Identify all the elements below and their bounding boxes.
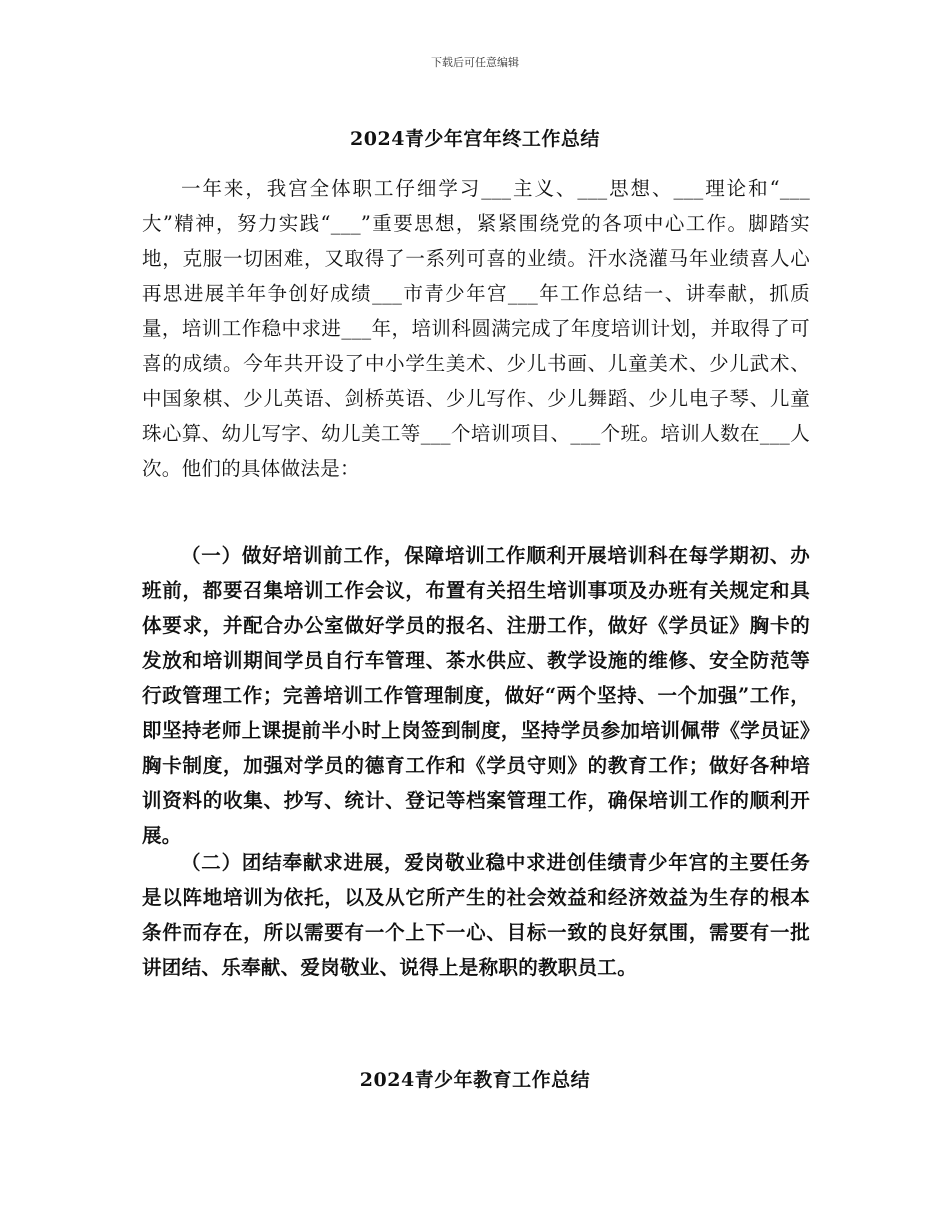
document-title: 2024青少年宫年终工作总结 xyxy=(350,128,600,150)
next-document-title: 2024青少年教育工作总结 xyxy=(359,1069,591,1091)
header-note: 下载后可任意编辑 xyxy=(431,56,519,69)
paragraph-section-one: （一）做好培训前工作，保障培训工作顺利开展培训科在每学期初、办班前，都要召集培训工作会议，布置有关招生培训事项及办班有关规定和具体要求，并配合办公室做好学员的报名、注册工作，做好《学员证》胸卡的发放和培训期间学员自行车管理、茶水供应、教学设施的维修、安全防范等行政管理工作；完善培训工作管理制度，做好“两个坚持、一个加强”工作，即坚持老师上课提前半小时上岗签到制度，坚持学员参加培训佩带《学员证》胸卡制度，加强对学员的德育工作和《学员守则》的教育工作；做好各种培训资料的收集、抄写、统计、登记等档案管理工作，确保培训工作的顺利开展。 xyxy=(142,544,810,847)
paragraph-section-two: （二）团结奉献求进展，爱岗敬业稳中求进创佳绩青少年宫的主要任务是以阵地培训为依托，以及从它所产生的社会效益和经济效益为生存的根本条件而存在，所以需要有一个上下一心、目标一致的良好氛围，需要有一批讲团结、乐奉献、爱岗敬业、说得上是称职的教职员工。 xyxy=(142,851,810,979)
paragraph-intro: 一年来，我宫全体职工仔细学习___主义、___思想、___理论和“___大”精神，努力实践“___”重要思想，紧紧围绕党的各项中心工作。脚踏实地，克服一切困难，又取得了一系列可喜的业绩。汗水浇灌马年业绩喜人心再思进展羊年争创好成绩___市青少年宫___年工作总结一、讲奉献，抓质量，培训工作稳中求进___年，培训科圆满完成了年度培训计划，并取得了可喜的成绩。今年共开设了中小学生美术、少儿书画、儿童美术、少儿武术、中国象棋、少儿英语、剑桥英语、少儿写作、少儿舞蹈、少儿电子琴、儿童珠心算、幼儿写字、幼儿美工等___个培训项目、___个班。培训人数在___人次。他们的具体做法是： xyxy=(142,177,810,480)
